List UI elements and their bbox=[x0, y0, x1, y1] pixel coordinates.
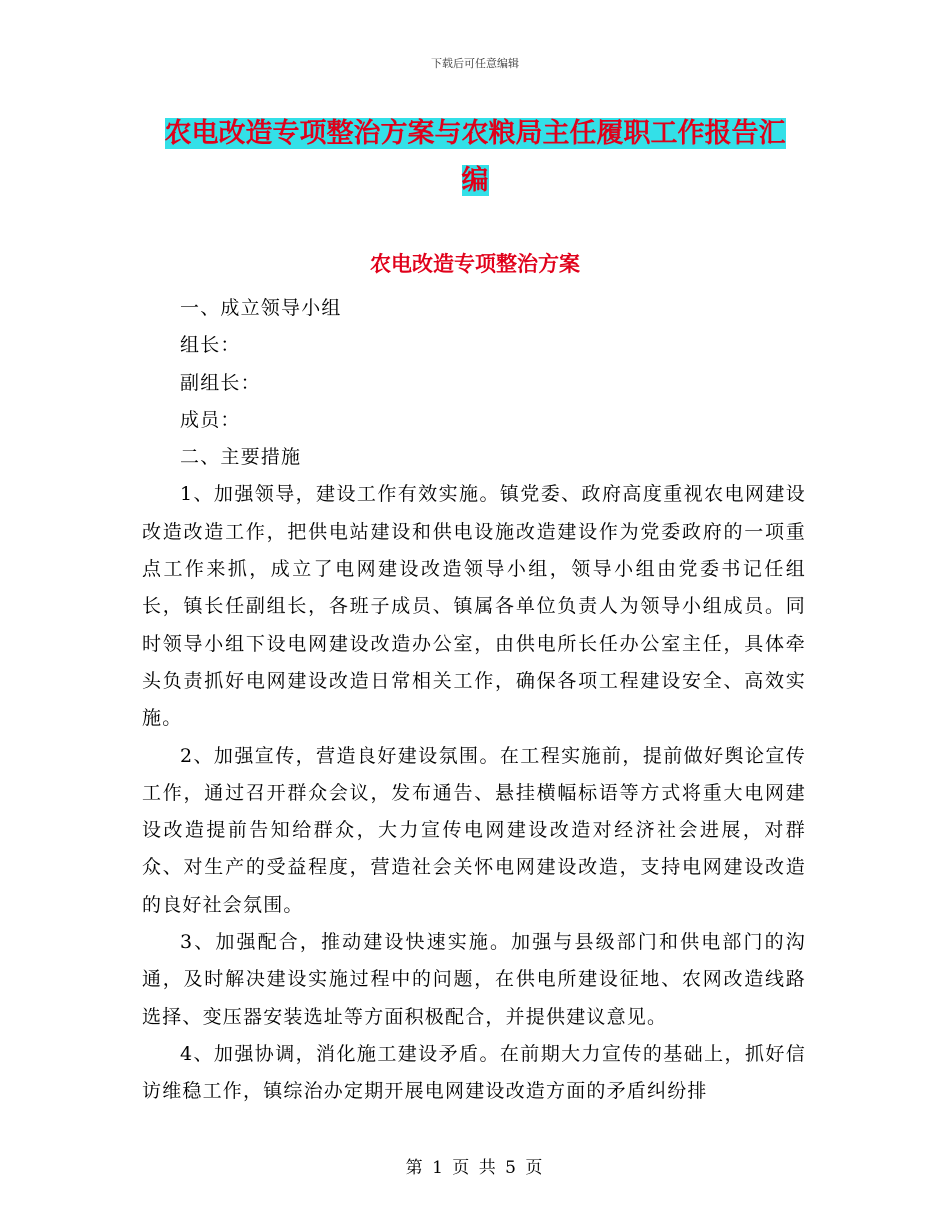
paragraph-publicity: 2、加强宣传，营造良好建设氛围。在工程实施前，提前做好舆论宣传工作，通过召开群众会议，发布通告、悬挂横幅标语等方式将重大电网建设改造提前告知给群众，大力宣传电网建设改造对经济社会进展，对群众、对生产的受益程度，营造社会关怀电网建设改造，支持电网建设改造的良好社会氛围。 bbox=[142, 744, 806, 916]
document-title bbox=[140, 110, 810, 204]
line-group-leader: 组长： bbox=[180, 334, 241, 357]
paragraph-cooperation: 3、加强配合，推动建设快速实施。加强与县级部门和供电部门的沟通，及时解决建设实施过程中的问题，在供电所建设征地、农网改造线路选择、变压器安装选址等方面积极配合，并提供建议意见。 bbox=[142, 931, 806, 1028]
paragraph-coordination: 4、加强协调，消化施工建设矛盾。在前期大力宣传的基础上，抓好信访维稳工作，镇综治办定期开展电网建设改造方面的矛盾纠纷排 bbox=[142, 1042, 806, 1103]
line-members: 成员： bbox=[180, 408, 241, 431]
document-title-line-2: 编 bbox=[461, 165, 489, 196]
section-title: 农电改造专项整治方案 bbox=[370, 251, 580, 276]
document-body bbox=[142, 290, 806, 1111]
heading-main-measures: 二、主要措施 bbox=[180, 446, 302, 469]
document-title-line-1: 农电改造专项整治方案与农粮局主任履职工作报告汇 bbox=[164, 118, 786, 149]
page-header-note: 下载后可任意编辑 bbox=[431, 57, 519, 70]
page-footer: 第 1 页 共 5 页 bbox=[405, 1158, 545, 1178]
paragraph-leadership: 1、加强领导，建设工作有效实施。镇党委、政府高度重视农电网建设改造改造工作，把供电站建设和供电设施改造建设作为党委政府的一项重点工作来抓，成立了电网建设改造领导小组，领导小组由党委书记任组长，镇长任副组长，各班子成员、镇属各单位负责人为领导小组成员。同时领导小组下设电网建设改造办公室，由供电所长任办公室主任，具体牵头负责抓好电网建设改造日常相关工作，确保各项工程建设安全、高效实施。 bbox=[142, 483, 806, 730]
heading-leadership-group: 一、成立领导小组 bbox=[180, 297, 342, 319]
line-deputy-leader: 副组长： bbox=[180, 371, 261, 394]
